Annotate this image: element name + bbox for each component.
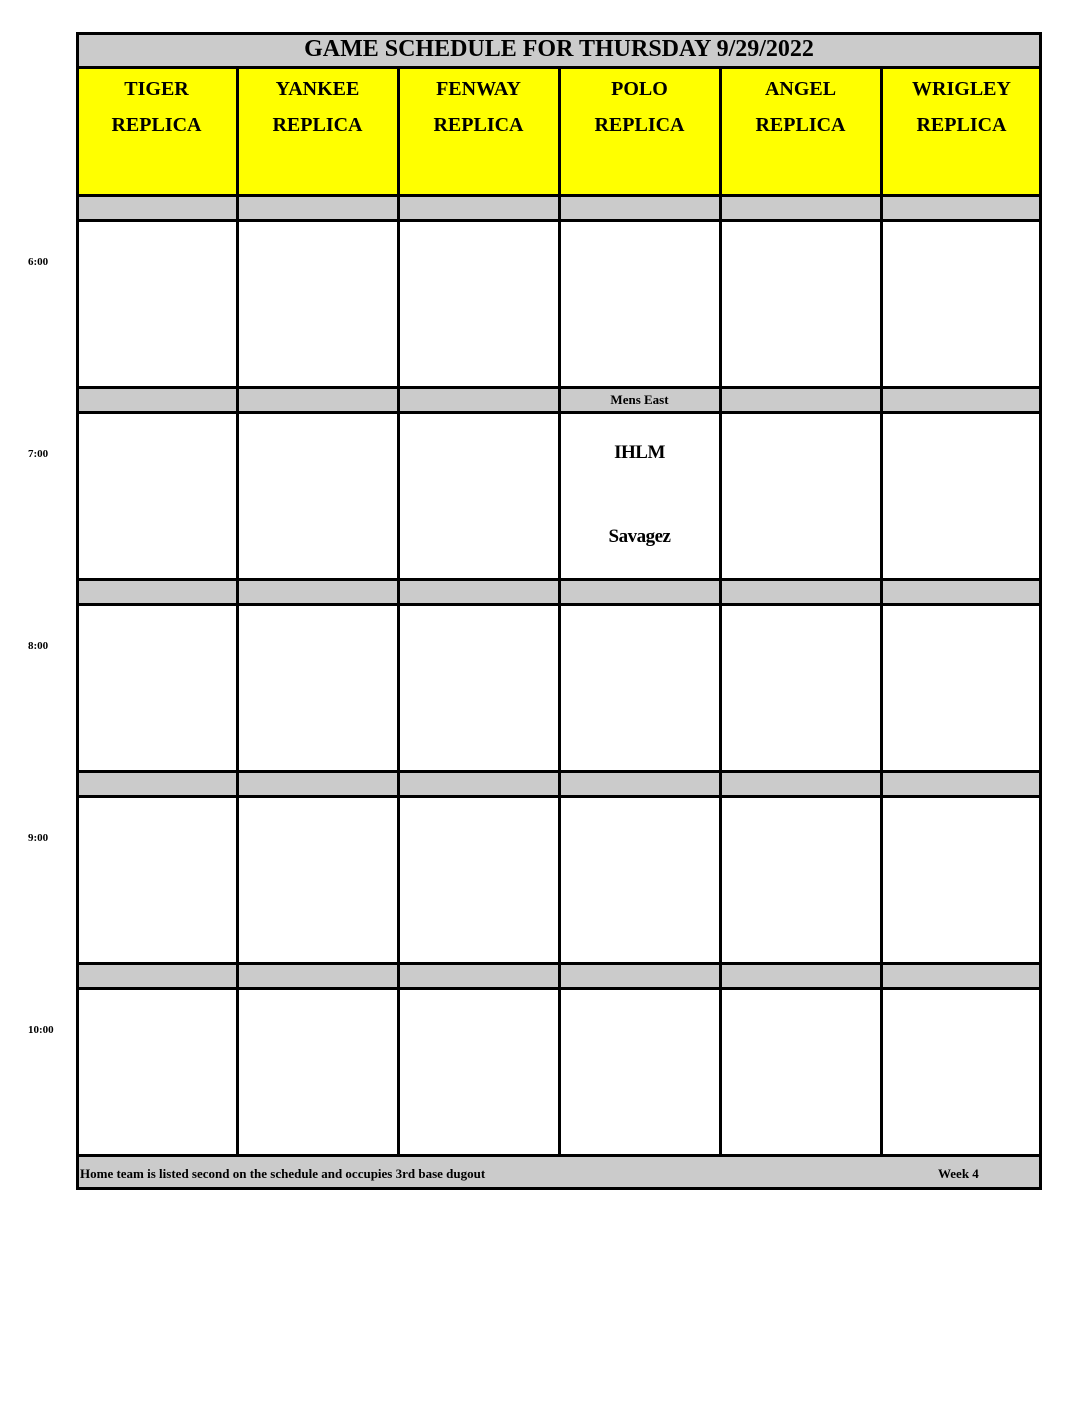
field-subtitle: REPLICA xyxy=(433,114,524,136)
column-divider xyxy=(236,66,239,1157)
field-subtitle: REPLICA xyxy=(594,114,685,136)
field-header xyxy=(237,66,398,194)
field-name: YANKEE xyxy=(275,78,360,100)
week-label: Week 4 xyxy=(938,1166,979,1181)
game-cell xyxy=(237,606,398,770)
game-cell xyxy=(398,414,559,578)
game-cell xyxy=(398,798,559,962)
schedule-table xyxy=(76,32,1042,1190)
division-label xyxy=(398,389,559,411)
outer-border xyxy=(1039,32,1042,1190)
division-label xyxy=(720,389,881,411)
division-label xyxy=(398,581,559,603)
outer-border xyxy=(76,32,1042,35)
division-label xyxy=(398,773,559,795)
game-cell xyxy=(559,798,720,962)
game-cell xyxy=(398,222,559,386)
field-name: WRIGLEY xyxy=(912,78,1011,100)
division-label: Mens East xyxy=(559,389,720,411)
division-label xyxy=(720,965,881,987)
division-label xyxy=(881,581,1042,603)
field-subtitle: REPLICA xyxy=(272,114,363,136)
game-cell xyxy=(76,606,237,770)
column-divider xyxy=(558,66,561,1157)
game-cell xyxy=(76,990,237,1154)
division-label xyxy=(881,389,1042,411)
division-label xyxy=(76,965,237,987)
page-title: GAME SCHEDULE FOR THURSDAY 9/29/2022 xyxy=(76,32,1042,66)
division-label xyxy=(720,773,881,795)
game-cell xyxy=(559,606,720,770)
footer-bar xyxy=(76,1157,1042,1187)
division-label xyxy=(881,197,1042,219)
division-label xyxy=(237,389,398,411)
game-cell xyxy=(559,990,720,1154)
game-cell xyxy=(76,222,237,386)
division-label xyxy=(881,773,1042,795)
time-label: 10:00 xyxy=(28,1024,54,1036)
division-label xyxy=(76,581,237,603)
game-cell xyxy=(237,990,398,1154)
game-cell xyxy=(237,222,398,386)
division-label xyxy=(237,197,398,219)
division-label xyxy=(720,581,881,603)
time-label: 6:00 xyxy=(28,256,49,268)
game-cell xyxy=(881,606,1042,770)
division-label xyxy=(559,197,720,219)
division-label xyxy=(76,773,237,795)
game-cell xyxy=(881,222,1042,386)
field-subtitle: REPLICA xyxy=(755,114,846,136)
field-name: TIGER xyxy=(124,78,189,100)
game-cell xyxy=(720,990,881,1154)
column-divider xyxy=(880,66,883,1157)
division-label xyxy=(881,965,1042,987)
time-label: 9:00 xyxy=(28,832,49,844)
column-divider xyxy=(719,66,722,1157)
field-header xyxy=(398,66,559,194)
time-label: 7:00 xyxy=(28,448,49,460)
division-label xyxy=(559,773,720,795)
game-cell xyxy=(720,414,881,578)
division-label xyxy=(237,773,398,795)
outer-border xyxy=(76,1187,1042,1190)
division-label xyxy=(76,197,237,219)
field-header xyxy=(720,66,881,194)
time-label: 8:00 xyxy=(28,640,49,652)
game-cell xyxy=(398,990,559,1154)
division-label xyxy=(237,965,398,987)
home-team: Savagez xyxy=(608,526,671,547)
field-name: FENWAY xyxy=(436,78,521,100)
game-cell xyxy=(76,414,237,578)
game-cell xyxy=(881,798,1042,962)
division-label xyxy=(237,581,398,603)
division-label xyxy=(720,197,881,219)
outer-border xyxy=(76,32,79,1190)
field-header xyxy=(881,66,1042,194)
field-header xyxy=(559,66,720,194)
footer-note: Home team is listed second on the schedule and occupies 3rd base dugout xyxy=(80,1166,486,1181)
field-subtitle: REPLICA xyxy=(111,114,202,136)
field-subtitle: REPLICA xyxy=(916,114,1007,136)
division-label xyxy=(398,965,559,987)
division-label xyxy=(559,965,720,987)
field-header xyxy=(76,66,237,194)
game-cell xyxy=(720,606,881,770)
game-cell xyxy=(881,414,1042,578)
away-team: IHLM xyxy=(614,442,665,463)
column-divider xyxy=(397,66,400,1157)
game-cell xyxy=(76,798,237,962)
division-label xyxy=(559,581,720,603)
field-name: ANGEL xyxy=(764,78,837,100)
game-cell xyxy=(237,414,398,578)
field-name: POLO xyxy=(611,78,668,100)
game-cell xyxy=(720,798,881,962)
game-cell xyxy=(881,990,1042,1154)
game-cell xyxy=(559,414,720,578)
game-cell xyxy=(559,222,720,386)
game-cell xyxy=(237,798,398,962)
game-cell xyxy=(398,606,559,770)
game-cell xyxy=(720,222,881,386)
division-label xyxy=(398,197,559,219)
division-label xyxy=(76,389,237,411)
